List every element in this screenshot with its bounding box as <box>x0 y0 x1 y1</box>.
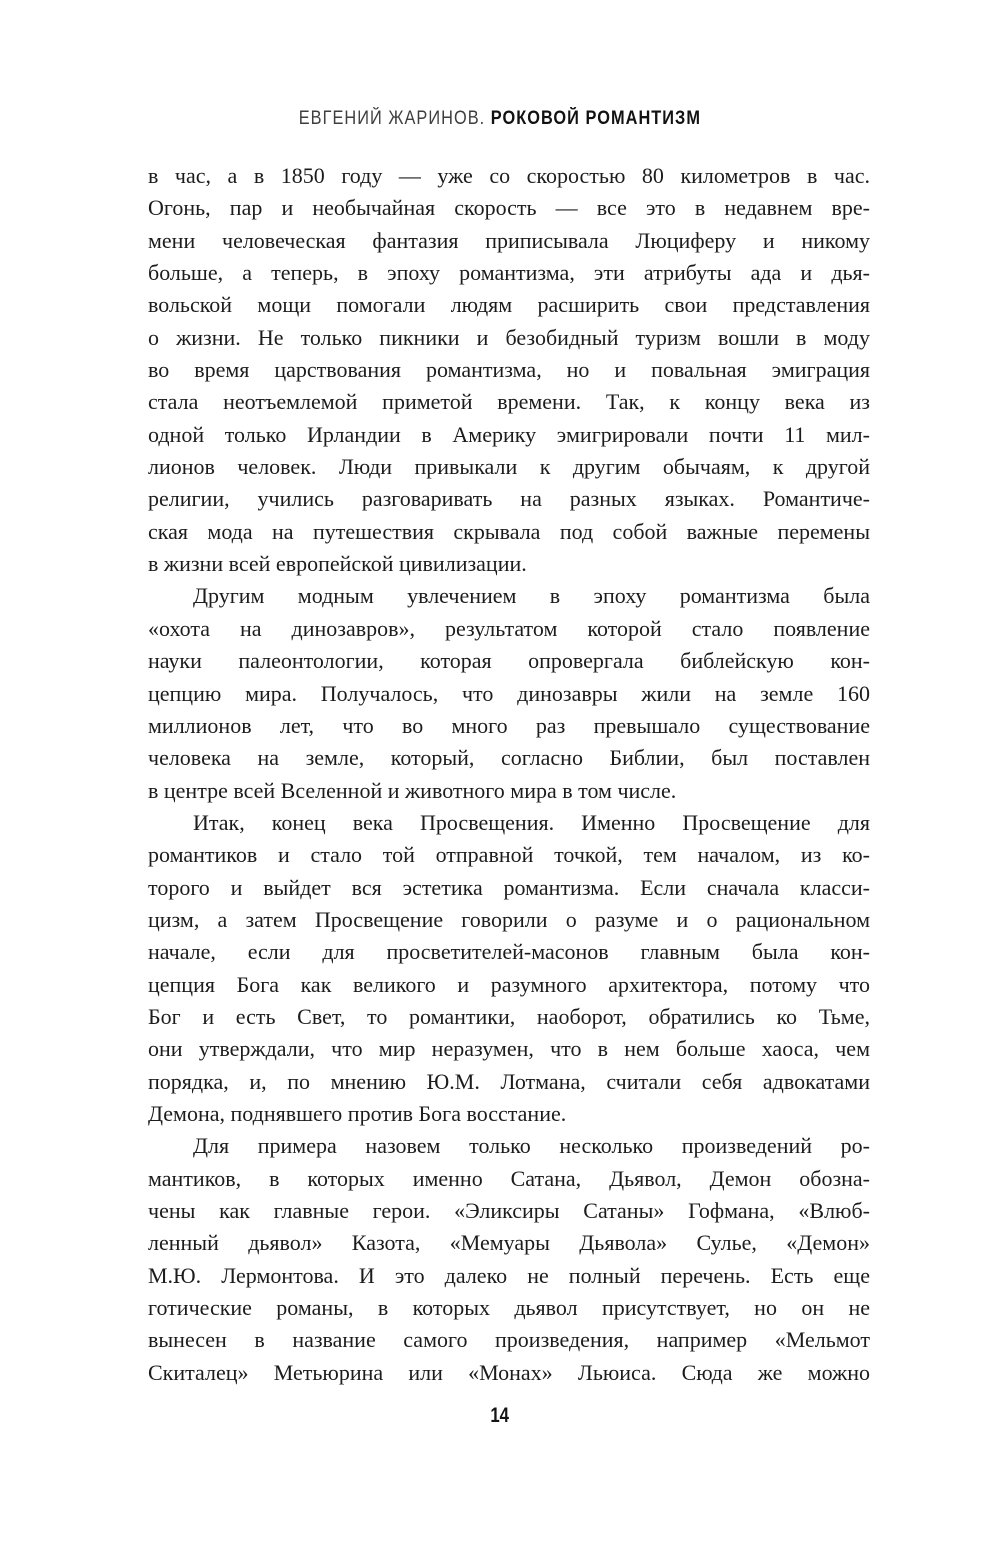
text-line: в центре всей Вселенной и животного мира в том числе. <box>148 777 677 803</box>
text-line: Итак, конец века Просвещения. Именно Просвещение для <box>193 809 870 835</box>
text-line: вынесен в название самого произведения, например «Мельмот <box>148 1327 870 1353</box>
text-line: торого и выйдет вся эстетика романтизма. Если сначала класси- <box>148 874 870 900</box>
text-line: романтиков и стало той отправной точкой, тем началом, из ко- <box>148 842 870 868</box>
text-line: религии, учились разговаривать на разных языках. Романтиче- <box>148 486 870 512</box>
text-line: о жизни. Не только пикники и безобидный туризм вошли в моду <box>148 324 870 350</box>
text-line: во время царствования романтизма, но и повальная эмиграция <box>148 357 870 383</box>
text-line: чены как главные герои. «Эликсиры Сатаны» Гофмана, «Влюб- <box>148 1198 870 1223</box>
text-line: они утверждали, что мир неразумен, что в нем больше хаоса, чем <box>148 1036 870 1062</box>
text-line: мантиков, в которых именно Сатана, Дьявол, Демон обозна- <box>148 1165 870 1191</box>
text-line: науки палеонтологии, которая опровергала библейскую кон- <box>148 648 870 674</box>
text-line: больше, а теперь, в эпоху романтизма, эти атрибуты ада и дья- <box>148 260 870 286</box>
text-line: Скиталец» Метьюрина или «Монах» Льюиса. Сюда же можно <box>148 1359 870 1385</box>
page-number <box>0 1404 1000 1428</box>
text-line: ленный дьявол» Казота, «Мемуары Дьявола» Сулье, «Демон» <box>148 1230 870 1256</box>
running-header-author: ЕВГЕНИЙ ЖАРИНОВ. <box>298 108 486 129</box>
running-header-book-title: РОКОВОЙ РОМАНТИЗМ <box>490 108 702 129</box>
text-line: лионов человек. Люди привыкали к другим обычаям, к другой <box>148 454 870 480</box>
text-line: Демона, поднявшего против Бога восстание. <box>148 1100 567 1126</box>
text-line: порядка, и, по мнению Ю.М. Лотмана, считали себя адвокатами <box>148 1068 870 1094</box>
text-line: Для примера назовем только несколько произведений ро- <box>193 1133 870 1159</box>
text-line: Другим модным увлечением в эпоху романтизма была <box>193 583 870 609</box>
text-line: мени человеческая фантазия приписывала Люциферу и никому <box>148 227 870 253</box>
text-line: готические романы, в которых дьявол присутствует, но он не <box>148 1295 870 1321</box>
page-number-value: 14 <box>490 1404 510 1427</box>
text-line: цизм, а затем Просвещение говорили о разуме и о рациональном <box>148 906 870 932</box>
text-line: цепцию мира. Получалось, что динозавры жили на земле 160 <box>148 680 870 706</box>
body-text <box>148 160 870 1389</box>
text-line: цепция Бога как великого и разумного архитектора, потому что <box>148 971 870 997</box>
text-line: вольской мощи помогали людям расширить свои представления <box>148 292 870 318</box>
running-header-text <box>299 108 701 130</box>
text-line: ская мода на путешествия скрывала под собой важные перемены <box>148 518 870 544</box>
text-line: «охота на динозавров», результатом которой стало появление <box>148 615 870 641</box>
text-line: миллионов лет, что во много раз превышало существование <box>148 712 870 738</box>
text-line: в жизни всей европейской цивилизации. <box>148 551 527 577</box>
text-line: М.Ю. Лермонтова. И это далеко не полный перечень. Есть еще <box>148 1262 870 1288</box>
running-header <box>0 108 1000 130</box>
text-line: Бог и есть Свет, то романтики, наоборот, обратились ко Тьме, <box>148 1003 870 1029</box>
text-line: начале, если для просветителей-масонов главным была кон- <box>148 939 870 965</box>
text-line: человека на земле, который, согласно Библии, был поставлен <box>148 745 870 771</box>
text-line: Огонь, пар и необычайная скорость — все это в недавнем вре- <box>148 195 870 221</box>
text-line: стала неотъемлемой приметой времени. Так, к концу века из <box>148 389 870 415</box>
text-line: одной только Ирландии в Америку эмигрировали почти 11 мил- <box>148 421 870 447</box>
text-line: в час, а в 1850 году — уже со скоростью 80 километров в час. <box>148 163 870 188</box>
